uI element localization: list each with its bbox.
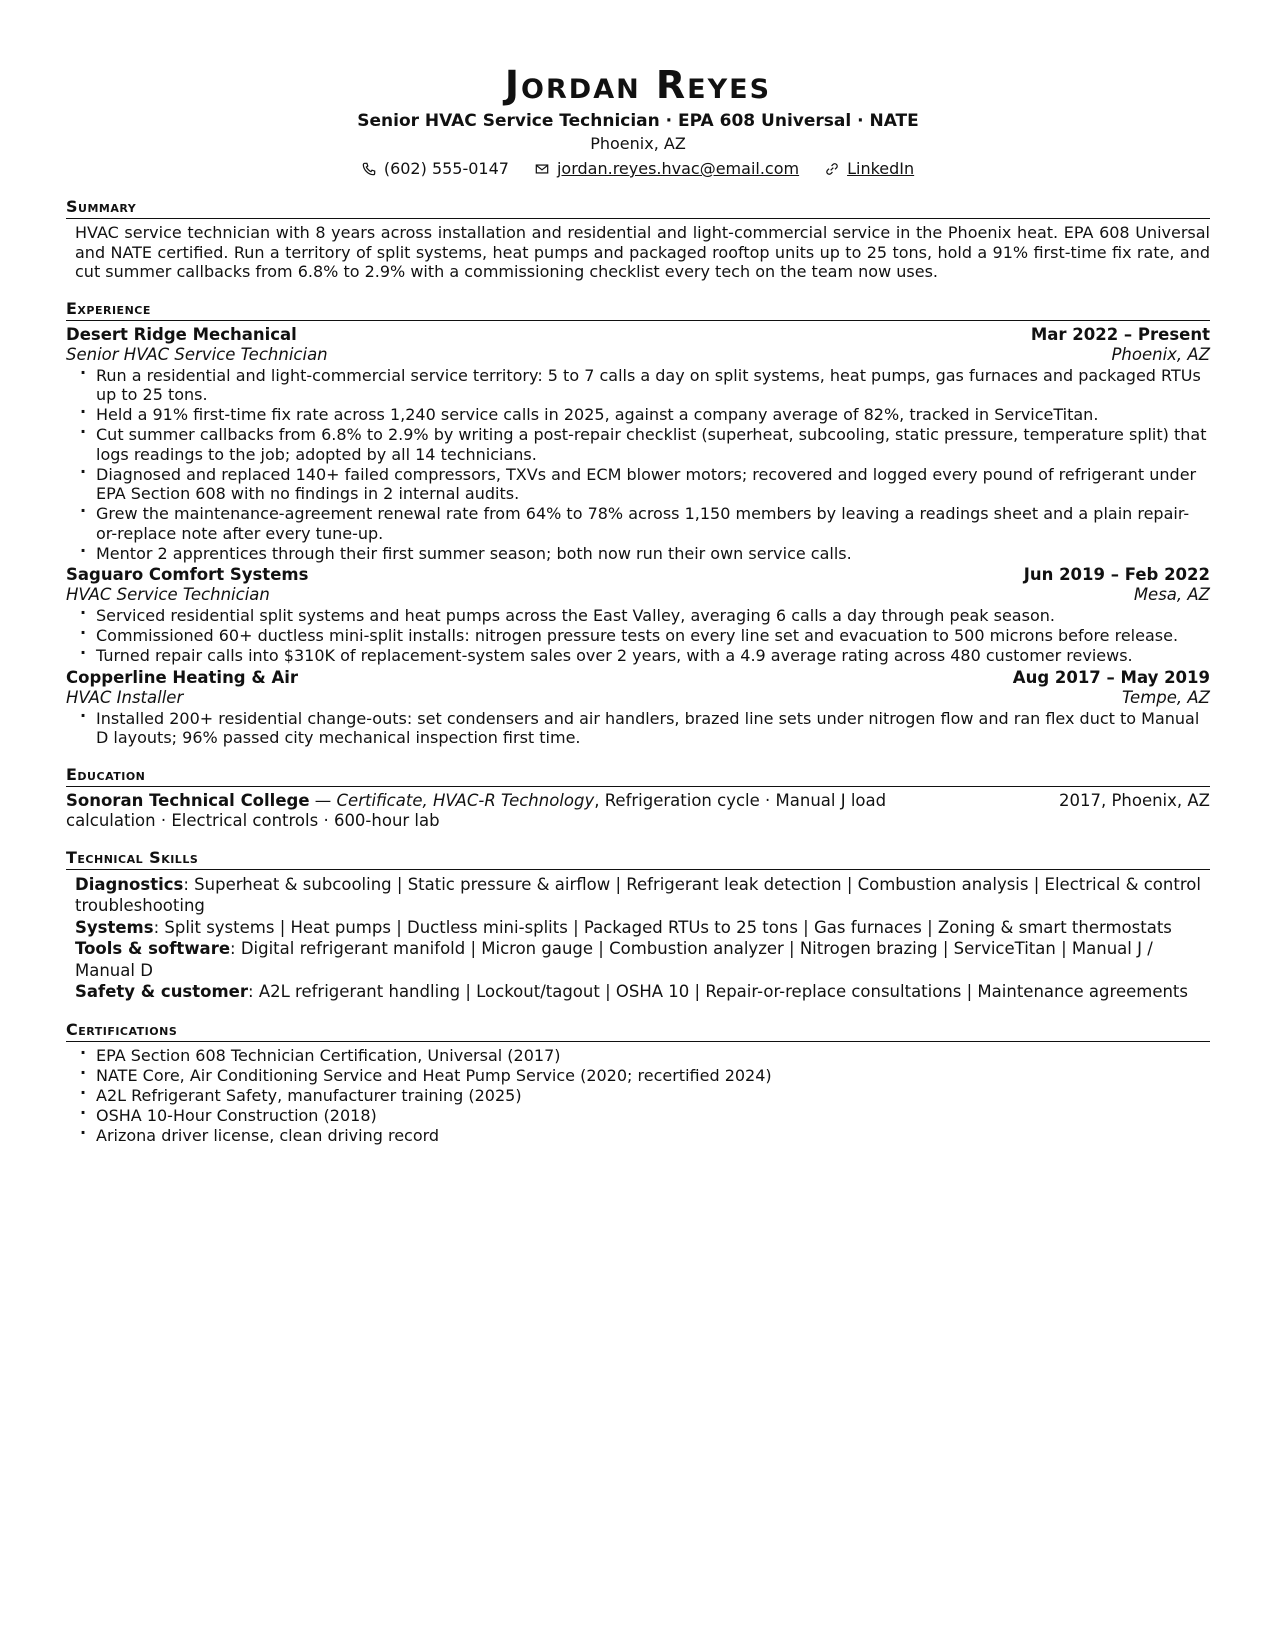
linkedin-link[interactable]: LinkedIn — [847, 159, 915, 178]
resume-header — [66, 62, 1210, 180]
list-item: · Turned repair calls into $310K of replacement-system sales over 2 years, with a 4.9 average rating across 480 customer reviews. — [96, 646, 1210, 666]
job-bullets — [66, 366, 1210, 564]
job-company: Desert Ridge Mechanical — [66, 324, 297, 344]
job-role: Senior HVAC Service Technician — [66, 344, 328, 364]
job-dates: Jun 2019 – Feb 2022 — [1023, 565, 1210, 584]
linkedin-contact[interactable] — [825, 158, 914, 180]
list-item: · Commissioned 60+ ductless mini-split installs: nitrogen pressure tests on every line set and evacuation to 500 microns before release. — [96, 626, 1210, 646]
job-bullets — [66, 709, 1210, 748]
skills-section — [66, 848, 1210, 1003]
experience-section — [66, 299, 1210, 748]
candidate-name: Jordan Reyes — [504, 63, 772, 107]
skill-label: Tools & software — [75, 939, 231, 958]
job-location: Mesa, AZ — [1133, 585, 1210, 604]
school-name: Sonoran Technical College — [66, 790, 310, 810]
summary-text: HVAC service technician with 8 years across installation and residential and light-commercial service in the Phoenix heat. EPA 608 Universal and NATE certified. Run a territory of split systems, heat pumps and packaged rooftop units up to 25 tons, hold a 91% first-time fix rate, and cut summer callbacks from 6.8% to 2.9% with a commissioning checklist every tech on the team now uses. — [75, 223, 1210, 281]
envelope-icon — [535, 162, 549, 176]
email-contact[interactable] — [535, 158, 799, 180]
education-section — [66, 765, 1210, 831]
job-role: HVAC Installer — [66, 687, 184, 707]
summary-section — [66, 197, 1210, 282]
list-item: · Cut summer callbacks from 6.8% to 2.9% by writing a post-repair checklist (superheat, subcooling, static pressure, temperature split) that logs readings to the job; adopted by all 14 technicians. — [96, 425, 1210, 464]
job-dates: Mar 2022 – Present — [1030, 324, 1210, 344]
skill-group — [75, 917, 1210, 939]
job-role: HVAC Service Technician — [66, 585, 270, 604]
section-title-experience: Experience — [66, 299, 1210, 321]
list-item: · Serviced residential split systems and heat pumps across the East Valley, averaging 6 calls a day through peak season. — [96, 606, 1210, 626]
education-details: , Refrigeration cycle · Manual J load calculation · Electrical controls · 600-hour lab — [66, 790, 887, 830]
skill-group — [75, 874, 1210, 917]
list-item: · Grew the maintenance-agreement renewal rate from 64% to 78% across 1,150 members by leaving a readings sheet and a plain repair-or-replace note after every tune-up. — [96, 504, 1210, 543]
skill-items: : Superheat & subcooling | Static pressure & airflow | Refrigerant leak detection | Combustion analysis | Electrical & control troubleshooting — [75, 874, 1201, 915]
email-link[interactable]: jordan.reyes.hvac@email.com — [556, 159, 800, 178]
job-location: Phoenix, AZ — [1111, 344, 1210, 364]
list-item: · Held a 91% first-time fix rate across 1,240 service calls in 2025, against a company average of 82%, tracked in ServiceTitan. — [96, 405, 1210, 425]
job-saguaro — [66, 565, 1210, 666]
skill-group — [75, 981, 1210, 1003]
list-item: · Run a residential and light-commercial service territory: 5 to 7 calls a day on split systems, heat pumps, gas furnaces and packaged RTUs up to 25 tons. — [96, 366, 1210, 405]
phone-contact — [362, 158, 509, 180]
list-item: · A2L Refrigerant Safety, manufacturer training (2025) — [96, 1086, 1210, 1106]
skill-label: Systems — [75, 917, 154, 937]
job-copperline — [66, 668, 1210, 748]
skill-items: : Digital refrigerant manifold | Micron gauge | Combustion analyzer | Nitrogen brazing | ServiceTitan | Manual J / Manual D — [75, 939, 1153, 980]
contact-row — [66, 158, 1210, 180]
certifications-section — [66, 1020, 1210, 1146]
list-item: · NATE Core, Air Conditioning Service and Heat Pump Service (2020; recertified 2024) — [96, 1066, 1210, 1086]
skills-list — [66, 874, 1210, 1003]
link-icon — [825, 162, 839, 176]
list-item: · Mentor 2 apprentices through their first summer season; both now run their own service calls. — [96, 544, 1210, 564]
skill-group — [75, 938, 1210, 981]
resume-page — [66, 62, 1210, 1146]
list-item: · Arizona driver license, clean driving record — [96, 1126, 1210, 1146]
education-entry — [66, 791, 966, 831]
skill-items: : A2L refrigerant handling | Lockout/tagout | OSHA 10 | Repair-or-replace consultations | Maintenance agreements — [248, 982, 1188, 1001]
job-location: Tempe, AZ — [1122, 687, 1210, 707]
header-location: Phoenix, AZ — [590, 134, 686, 153]
education-date-location: 2017, Phoenix, AZ — [1058, 790, 1210, 810]
job-bullets — [66, 606, 1210, 666]
section-title-summary: Summary — [66, 197, 1210, 219]
phone-icon — [362, 162, 376, 176]
skill-label: Diagnostics — [75, 874, 184, 894]
skill-items: : Split systems | Heat pumps | Ductless mini-splits | Packaged RTUs to 25 tons | Gas furnaces | Zoning & smart thermostats — [153, 917, 1172, 937]
list-item: · OSHA 10-Hour Construction (2018) — [96, 1106, 1210, 1126]
list-item: · EPA Section 608 Technician Certification, Universal (2017) — [96, 1046, 1210, 1066]
section-title-skills: Technical Skills — [66, 848, 1210, 870]
separator: — — [309, 790, 337, 810]
certifications-list — [66, 1046, 1210, 1146]
headline: Senior HVAC Service Technician · EPA 608 Universal · NATE — [357, 111, 919, 131]
skill-label: Safety & customer — [75, 982, 249, 1001]
section-title-certifications: Certifications — [66, 1020, 1210, 1042]
job-company: Copperline Heating & Air — [66, 667, 299, 687]
certificate-name: Certificate, HVAC-R Technology — [336, 790, 595, 810]
job-company: Saguaro Comfort Systems — [66, 565, 309, 584]
job-dates: Aug 2017 – May 2019 — [1012, 667, 1210, 687]
list-item: · Diagnosed and replaced 140+ failed compressors, TXVs and ECM blower motors; recovered and logged every pound of refrigerant under EPA Section 608 with no findings in 2 internal audits. — [96, 465, 1210, 504]
phone-number: (602) 555-0147 — [383, 159, 509, 178]
job-desert-ridge — [66, 325, 1210, 564]
list-item: · Installed 200+ residential change-outs: set condensers and air handlers, brazed line sets under nitrogen flow and ran flex duct to Manual D layouts; 96% passed city mechanical inspection first time. — [96, 709, 1210, 748]
section-title-education: Education — [66, 765, 1210, 787]
